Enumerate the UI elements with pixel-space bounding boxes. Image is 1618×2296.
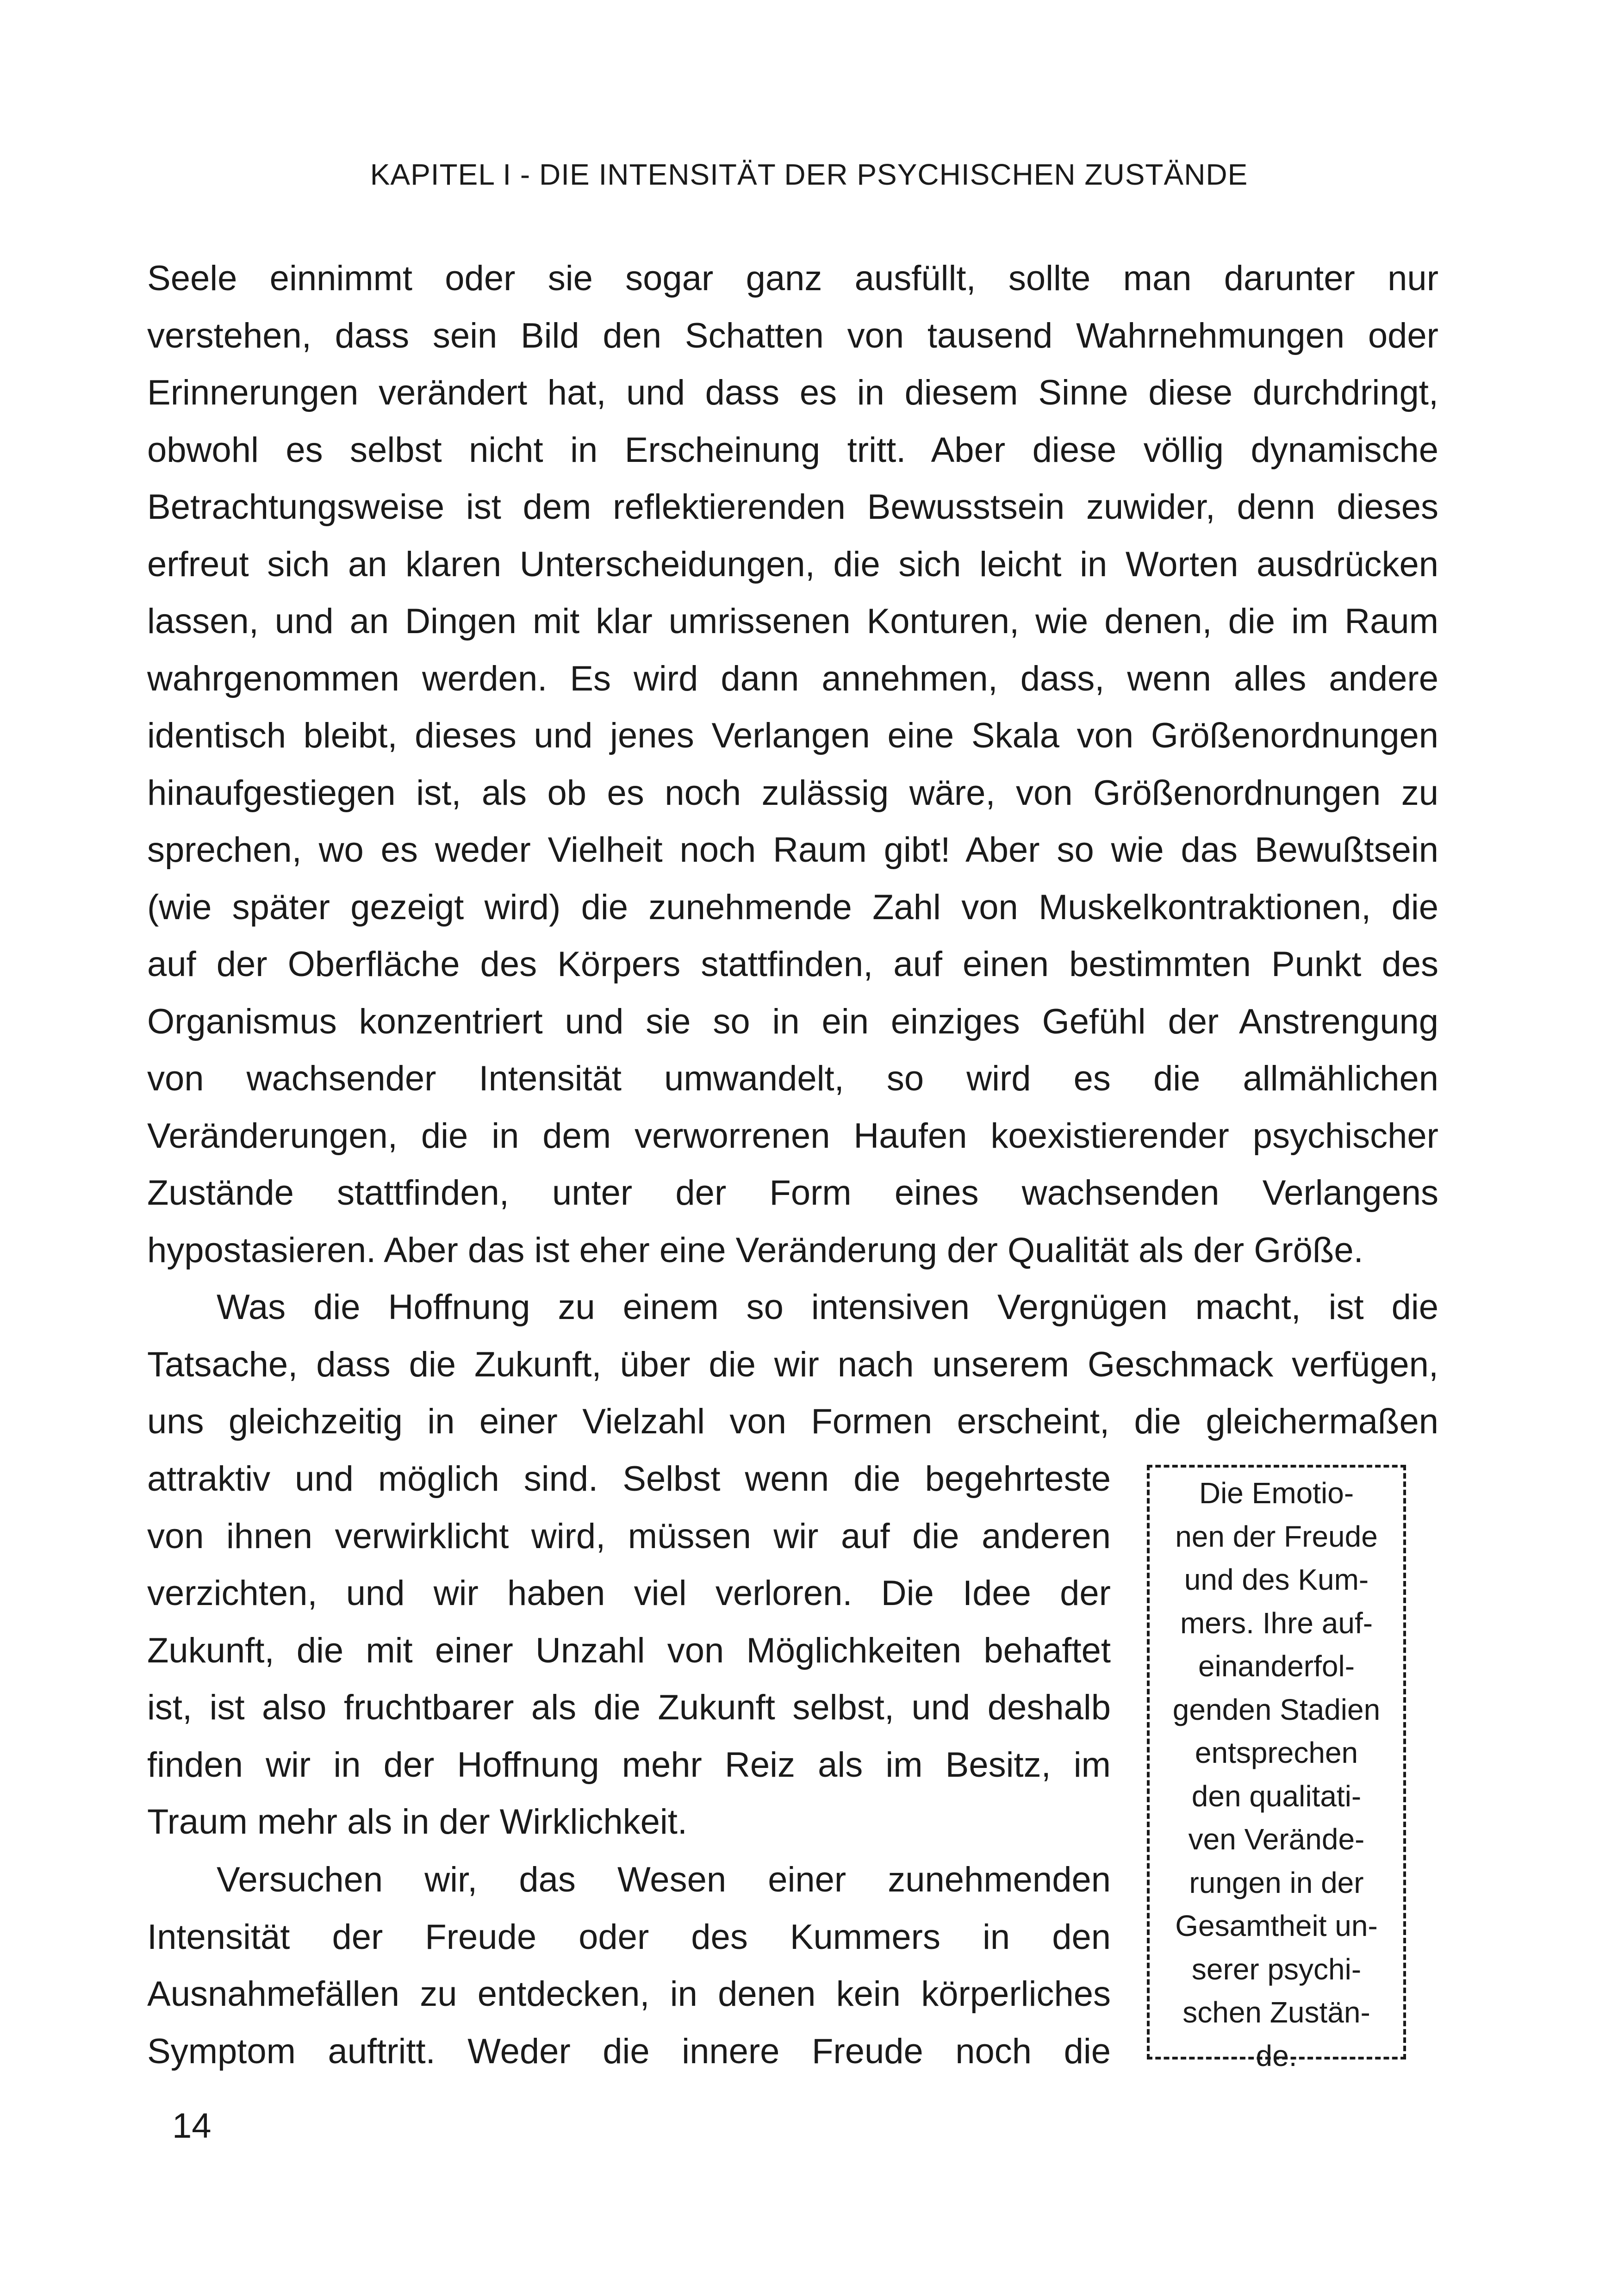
text-line: Symptom auftritt. Weder die innere Freude noch die — [147, 2031, 1111, 2071]
page-number: 14 — [172, 2106, 212, 2146]
text-line: attraktiv und möglich sind. Selbst wenn die begehrteste — [147, 1459, 1111, 1499]
text-line: sprechen, wo es weder Vielheit noch Raum gibt! Aber so wie das Bewußtsein — [147, 830, 1438, 870]
margin-note-line: genden Stadien — [1172, 1692, 1381, 1726]
text-line: Seele einnimmt oder sie sogar ganz ausfüllt, sollte man darunter nur — [147, 259, 1438, 298]
text-line: Betrachtungsweise ist dem reflektierenden Bewusstsein zuwider, denn dieses — [147, 487, 1438, 527]
margin-note-line: de. — [1256, 2039, 1297, 2072]
text-line: uns gleichzeitig in einer Vielzahl von Formen erscheint, die gleichermaßen — [147, 1402, 1438, 1441]
text-line: von ihnen verwirklicht wird, müssen wir auf die anderen — [147, 1516, 1111, 1556]
text-line: erfreut sich an klaren Unterscheidungen, die sich leicht in Worten ausdrücken — [147, 544, 1438, 584]
margin-note-line: schen Zustän- — [1182, 1996, 1370, 2029]
margin-note-line: Gesamtheit un- — [1175, 1909, 1378, 1942]
margin-note-line: und des Kum- — [1184, 1563, 1369, 1596]
text-line: Tatsache, dass die Zukunft, über die wir nach unserem Geschmack verfügen, — [147, 1344, 1438, 1384]
text-line: Traum mehr als in der Wirklichkeit. — [147, 1802, 687, 1842]
text-line: hinaufgestiegen ist, als ob es noch zulässig wäre, von Größenordnungen zu — [147, 773, 1438, 813]
text-line: (wie später gezeigt wird) die zunehmende Zahl von Muskelkontraktionen, die — [147, 887, 1438, 927]
text-line: Ausnahmefällen zu entdecken, in denen kein körperliches — [147, 1974, 1111, 2014]
text-line: Intensität der Freude oder des Kummers in den — [147, 1917, 1111, 1957]
text-line: Zustände stattfinden, unter der Form eines wachsenden Verlangens — [147, 1173, 1438, 1213]
paragraph-2 — [147, 1279, 1438, 1450]
margin-note-line: serer psychi- — [1191, 1952, 1362, 1986]
text-line: Erinnerungen verändert hat, und dass es in diesem Sinne diese durchdringt, — [147, 373, 1438, 412]
text-line: Zukunft, die mit einer Unzahl von Möglichkeiten behaftet — [147, 1630, 1111, 1670]
margin-note-line: einanderfol- — [1198, 1649, 1355, 1683]
text-line: Organismus konzentriert und sie so in ein einziges Gefühl der Anstrengung — [147, 1002, 1438, 1041]
text-line: finden wir in der Hoffnung mehr Reiz als im Besitz, im — [147, 1745, 1111, 1785]
text-line: Veränderungen, die in dem verworrenen Haufen koexistierender psychischer — [147, 1116, 1438, 1156]
text-line: verzichten, und wir haben viel verloren. Die Idee der — [147, 1574, 1111, 1613]
text-line: Was die Hoffnung zu einem so intensiven Vergnügen macht, ist die — [217, 1288, 1438, 1327]
text-line: wahrgenommen werden. Es wird dann annehmen, dass, wenn alles andere — [147, 659, 1438, 698]
paragraph-3 — [147, 1851, 1111, 2080]
text-line: auf der Oberfläche des Körpers stattfinden, auf einen bestimmten Punkt des — [147, 945, 1438, 984]
margin-note-line: rungen in der — [1189, 1866, 1364, 1899]
text-line: lassen, und an Dingen mit klar umrissenen Konturen, wie denen, die im Raum — [147, 602, 1438, 641]
margin-note-line: Die Emotio- — [1199, 1476, 1354, 1510]
running-head: KAPITEL I - DIE INTENSITÄT DER PSYCHISCHEN ZUSTÄNDE — [370, 158, 1248, 191]
text-line: von wachsender Intensität umwandelt, so wird es die allmählichen — [147, 1059, 1438, 1098]
text-line: ist, ist also fruchtbarer als die Zukunft selbst, und deshalb — [147, 1688, 1111, 1727]
margin-note — [1161, 1472, 1392, 2078]
margin-note-line: entsprechen — [1195, 1736, 1358, 1769]
paragraph-2-continued — [147, 1450, 1111, 1851]
margin-note-line: den qualitati- — [1191, 1779, 1362, 1813]
paragraph-1 — [147, 250, 1438, 1279]
margin-note-line: mers. Ihre auf- — [1180, 1606, 1373, 1640]
text-line: Versuchen wir, das Wesen einer zunehmenden — [217, 1860, 1111, 1899]
text-line: obwohl es selbst nicht in Erscheinung tritt. Aber diese völlig dynamische — [147, 430, 1438, 470]
text-line: hypostasieren. Aber das ist eher eine Veränderung der Qualität als der Größe. — [147, 1230, 1363, 1270]
text-line: verstehen, dass sein Bild den Schatten von tausend Wahrnehmungen oder — [147, 316, 1438, 355]
text-line: identisch bleibt, dieses und jenes Verlangen eine Skala von Größenordnungen — [147, 716, 1438, 755]
margin-note-line: nen der Freude — [1175, 1519, 1378, 1553]
margin-note-line: ven Verände- — [1188, 1823, 1365, 1856]
